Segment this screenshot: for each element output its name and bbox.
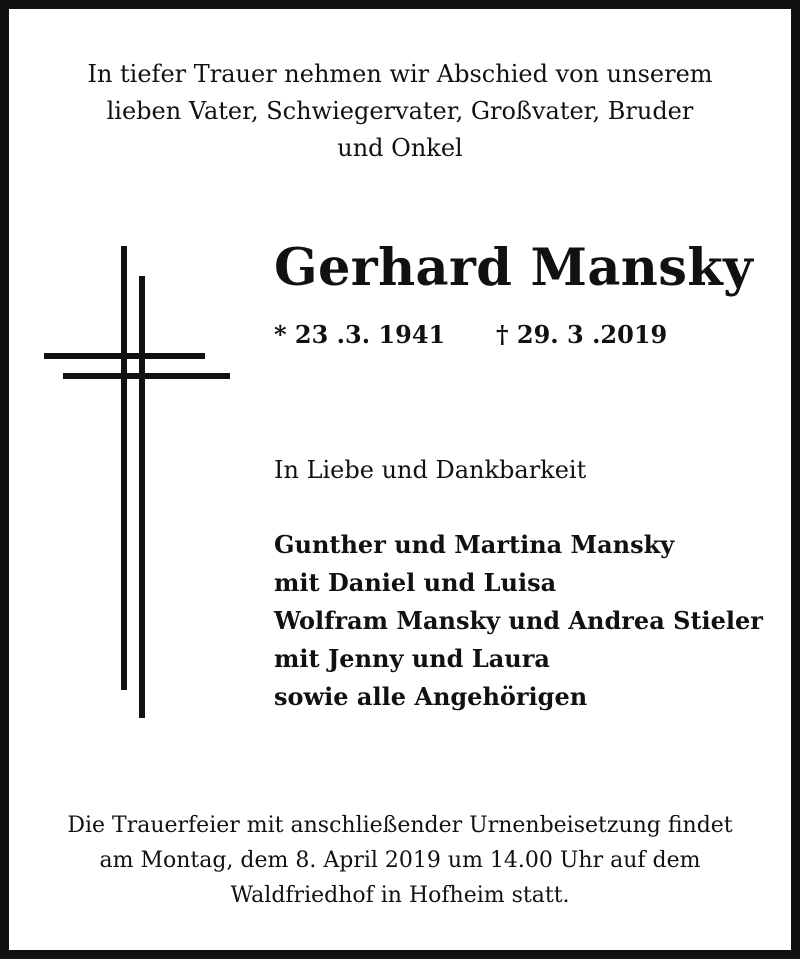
- service-line: am Montag, dem 8. April 2019 um 14.00 Uhr auf dem: [99, 848, 701, 873]
- intro-line: In tiefer Trauer nehmen wir Abschied von unserem: [87, 60, 713, 88]
- mourner-line: sowie alle Angehörigen: [274, 682, 588, 711]
- mourners-list: [274, 526, 763, 716]
- mourner-line: mit Jenny und Laura: [274, 644, 550, 673]
- mourner-line: Wolfram Mansky und Andrea Stieler: [274, 606, 763, 635]
- mourner-line: Gunther und Martina Mansky: [274, 530, 675, 559]
- cross-vertical-front: [121, 246, 127, 690]
- deceased-name: Gerhard Mansky: [274, 238, 754, 298]
- birth-date: * 23 .3. 1941: [274, 320, 446, 349]
- cross-horizontal-back: [63, 373, 230, 379]
- intro-line: lieben Vater, Schwiegervater, Großvater, Bruder: [106, 97, 694, 125]
- service-line: Waldfriedhof in Hofheim statt.: [230, 883, 570, 908]
- mourner-line: mit Daniel und Luisa: [274, 568, 557, 597]
- service-line: Die Trauerfeier mit anschließender Urnenbeisetzung findet: [67, 813, 733, 838]
- death-date: † 29. 3 .2019: [496, 320, 668, 349]
- cross-horizontal-front: [44, 353, 205, 359]
- cross-vertical-back: [139, 276, 145, 718]
- service-notice: [40, 808, 760, 913]
- dedication-line: In Liebe und Dankbarkeit: [274, 456, 587, 484]
- intro-line: und Onkel: [337, 134, 463, 162]
